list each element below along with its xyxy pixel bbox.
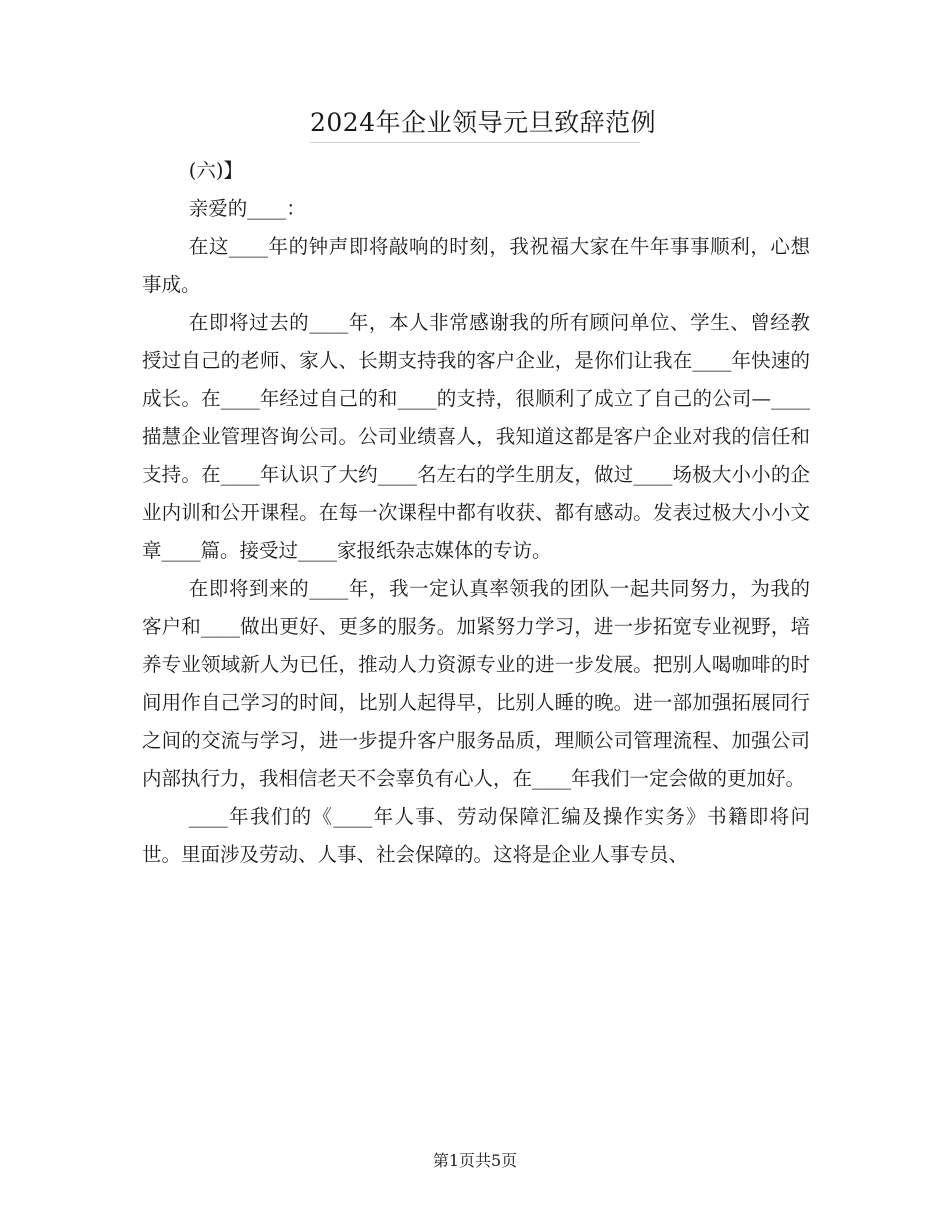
title-divider [310, 142, 640, 143]
document-title: 2024年企业领导元旦致辞范例 [310, 108, 657, 137]
paragraph-book: ____年我们的《____年人事、劳动保障汇编及操作实务》书籍即将问世。里面涉及劳动、人事、社会保障的。这将是企业人事专员、 [142, 805, 810, 866]
paragraph-past-year: 在即将过去的____年，本人非常感谢我的所有顾问单位、学生、曾经教授过自己的老师、家人、长期支持我的客户企业，是你们让我在____年快速的成长。在____年经过自己的和____的支持，很顺利了成立了自己的公司—____描慧企业管理咨询公司。公司业绩喜人，我知道这都是客户企业对我的信任和支持。在____年认识了大约____名左右的学生朋友，做过____场极大小小的企业内训和公开课程。在每一次课程中都有收获、都有感动。发表过极大小小文章____篇。接受过____家报纸杂志媒体的专访。 [142, 311, 810, 562]
paragraph-section-marker: (六)】 [188, 159, 244, 182]
page-number: 第1页共5页 [432, 1151, 518, 1170]
paragraph-salutation: 亲爱的____： [188, 197, 306, 220]
document-body [142, 152, 810, 874]
paragraph-coming-year: 在即将到来的____年，我一定认真率领我的团队一起共同努力，为我的客户和____做出更好、更多的服务。加紧努力学习，进一步拓宽专业视野，培养专业领域新人为已任，推动人力资源专业的进一步发展。把别人喝咖啡的时间用作自己学习的时间，比别人起得早，比别人睡的晚。进一部加强拓展同行之间的交流与学习，进一步提升客户服务品质，理顺公司管理流程、加强公司内部执行力，我相信老天不会辜负有心人，在____年我们一定会做的更加好。 [142, 577, 810, 790]
paragraph-greeting: 在这____年的钟声即将敲响的时刻，我祝福大家在牛年事事顺利，心想事成。 [142, 235, 810, 296]
